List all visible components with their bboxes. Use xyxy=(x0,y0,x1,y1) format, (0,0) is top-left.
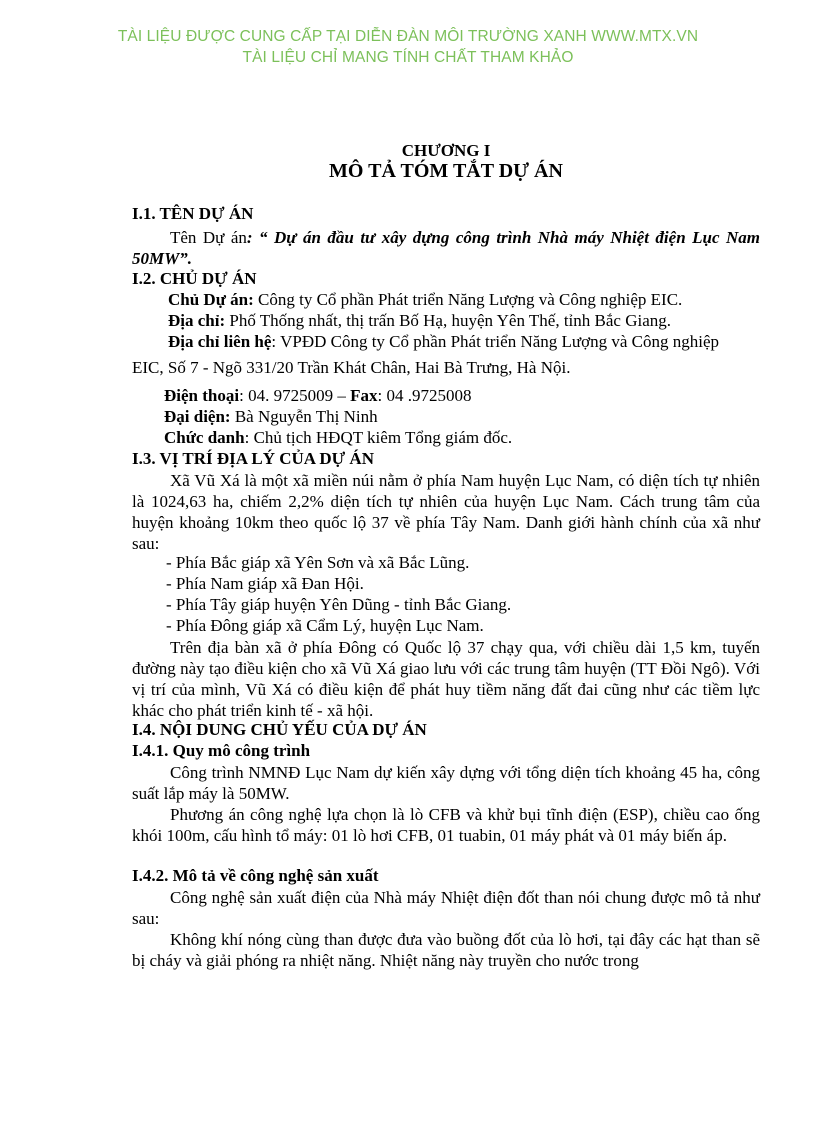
contact-address-line xyxy=(132,332,796,353)
road-paragraph: Trên địa bàn xã ở phía Đông có Quốc lộ 37 chạy qua, với chiều dài 1,5 km, tuyến đường này tạo điều kiện cho xã Vũ Xá giao lưu với các trung tâm huyện (TT Đồi Ngô). Với vị trí của mình, Vũ Xá có điều kiện để phát huy tiềm năng đất đai cũng như các tiềm lực khác cho phát triển kinh tế - xã hội. xyxy=(132,638,760,720)
phone-fax-line xyxy=(132,386,792,407)
position-value: : Chủ tịch HĐQT kiêm Tổng giám đốc. xyxy=(244,428,513,447)
border-item: - Phía Nam giáp xã Đan Hội. xyxy=(166,574,364,593)
location-paragraph: Xã Vũ Xá là một xã miền núi nằm ở phía Nam huyện Lục Nam, có diện tích tự nhiên là 1024,63 ha, chiếm 2,2% diện tích tự nhiên của huyện Lục Nam. Cách trung tâm của huyện khoảng 10km theo quốc lộ 37 về phía Tây Nam. Danh giới hành chính của xã như sau: xyxy=(132,471,760,553)
border-item: - Phía Đông giáp xã Cẩm Lý, huyện Lục Nam. xyxy=(166,616,484,635)
address-label: Địa chỉ: xyxy=(168,311,226,330)
contact-address-continuation: EIC, Số 7 - Ngõ 331/20 Trần Khát Chân, Hai Bà Trưng, Hà Nội. xyxy=(132,358,571,377)
contact-address-label: Địa chỉ liên hệ xyxy=(168,332,272,351)
project-name-value: : “ Dự án đầu tư xây dựng công trình Nhà máy Nhiệt điện Lục Nam 50MW”. xyxy=(132,228,760,268)
phone-label: Điện thoại xyxy=(164,386,240,405)
border-item: - Phía Tây giáp huyện Yên Dũng - tỉnh Bắc Giang. xyxy=(166,595,512,614)
owner-value: Công ty Cổ phần Phát triển Năng Lượng và Công nghiệp EIC. xyxy=(253,290,683,309)
chapter-title: MÔ TẢ TÓM TẮT DỰ ÁN xyxy=(329,160,563,182)
technology-paragraph-2: Không khí nóng cùng than được đưa vào buồng đốt của lò hơi, tại đây các hạt than sẽ bị cháy và giải phóng ra nhiệt năng. Nhiệt năng này truyền cho nước trong xyxy=(132,930,760,970)
watermark-banner-line-2: TÀI LIỆU CHỈ MANG TÍNH CHẤT THAM KHẢO xyxy=(242,49,574,66)
scale-paragraph-1: Công trình NMNĐ Lục Nam dự kiến xây dựng với tổng diện tích khoảng 45 ha, công suất lắp máy là 50MW. xyxy=(132,763,760,803)
owner-line xyxy=(132,290,796,311)
position-label: Chức danh xyxy=(164,428,245,447)
owner-label: Chủ Dự án: xyxy=(168,290,254,309)
section-heading-project-name: I.1. TÊN DỰ ÁN xyxy=(132,204,254,223)
representative-value: Bà Nguyễn Thị Ninh xyxy=(230,407,378,426)
subsection-heading-scale: I.4.1. Quy mô công trình xyxy=(132,741,311,760)
watermark-banner-line-1: TÀI LIỆU ĐƯỢC CUNG CẤP TẠI DIỄN ĐÀN MÔI TRƯỜNG XANH WWW.MTX.VN xyxy=(117,28,699,45)
scale-paragraph-2: Phương án công nghệ lựa chọn là lò CFB và khử bụi tĩnh điện (ESP), chiều cao ống khói 100m, cấu hình tổ máy: 01 lò hơi CFB, 01 tuabin, 01 máy phát và 01 máy biến áp. xyxy=(132,805,760,845)
section-heading-main-content: I.4. NỘI DUNG CHỦ YẾU CỦA DỰ ÁN xyxy=(132,720,427,739)
project-name-label: Tên Dự án xyxy=(170,228,247,247)
representative-label: Đại diện: xyxy=(164,407,231,426)
section-heading-location: I.3. VỊ TRÍ ĐỊA LÝ CỦA DỰ ÁN xyxy=(132,449,374,468)
contact-address-value: : VPĐD Công ty Cổ phần Phát triển Năng Lượng và Công nghiệp xyxy=(271,332,720,351)
address-line xyxy=(132,311,796,332)
section-heading-owner: I.2. CHỦ DỰ ÁN xyxy=(132,269,257,288)
address-value: Phố Thống nhất, thị trấn Bố Hạ, huyện Yên Thế, tỉnh Bắc Giang. xyxy=(225,311,672,330)
border-item: - Phía Bắc giáp xã Yên Sơn và xã Bắc Lũng. xyxy=(166,553,470,572)
chapter-label: CHƯƠNG I xyxy=(401,141,491,160)
phone-value: : 04. 9725009 – xyxy=(239,386,351,405)
position-line xyxy=(132,428,792,449)
technology-paragraph-1: Công nghệ sản xuất điện của Nhà máy Nhiệt điện đốt than nói chung được mô tả như sau: xyxy=(132,888,760,928)
fax-label: Fax xyxy=(350,386,378,405)
subsection-heading-technology: I.4.2. Mô tả về công nghệ sản xuất xyxy=(132,866,379,885)
project-name-paragraph xyxy=(132,228,760,269)
fax-value: : 04 .9725008 xyxy=(377,386,472,405)
representative-line xyxy=(132,407,792,428)
